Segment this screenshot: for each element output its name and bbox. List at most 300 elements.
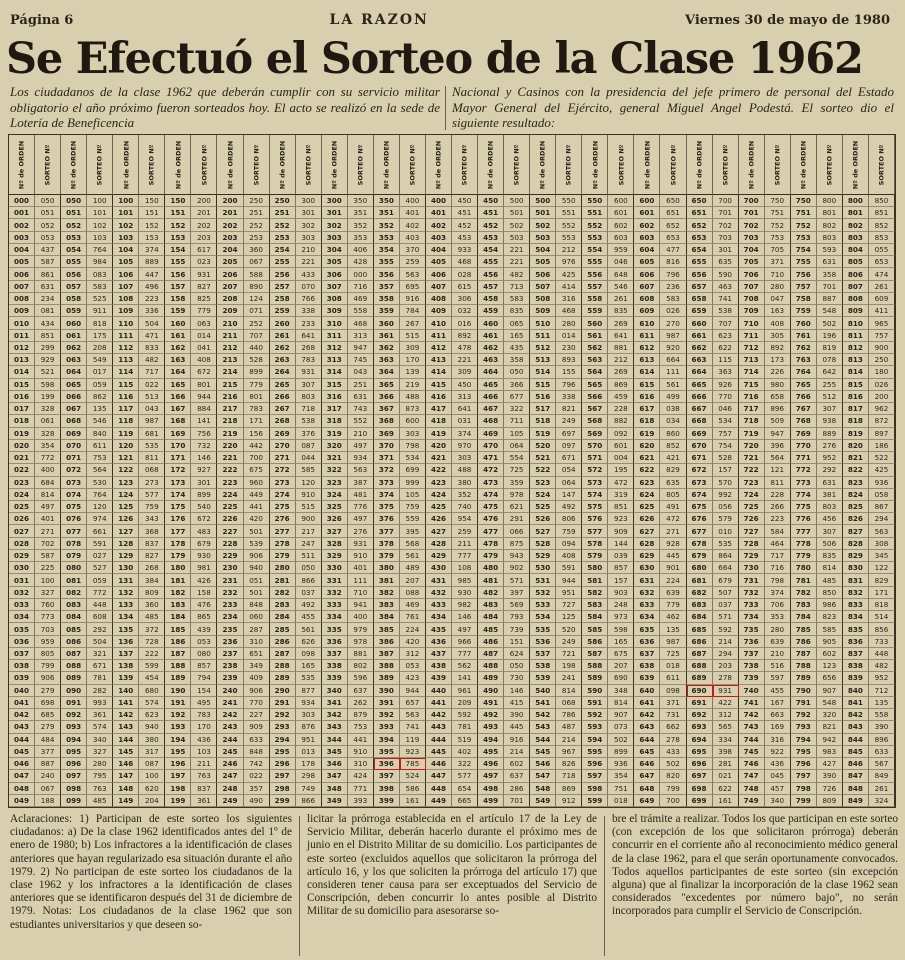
draw-number-cell: 599 <box>139 660 165 672</box>
order-number-cell: 277 <box>270 525 296 537</box>
draw-number-cell: 059 <box>87 574 113 586</box>
column-divider <box>445 86 446 130</box>
draw-number-cell: 098 <box>296 648 322 660</box>
draw-number-cell: 770 <box>244 697 270 709</box>
order-number-cell: 142 <box>113 709 139 721</box>
order-number-cell: 193 <box>165 721 191 733</box>
draw-number-cell: 303 <box>296 709 322 721</box>
draw-number-cell: 923 <box>608 513 634 525</box>
results-grid <box>9 135 895 807</box>
order-number-cell: 795 <box>791 746 817 758</box>
draw-number-cell: 742 <box>244 758 270 770</box>
draw-number-cell: 210 <box>765 648 791 660</box>
order-number-cell: 270 <box>270 440 296 452</box>
draw-number-cell: 135 <box>869 697 895 709</box>
draw-number-cell: 249 <box>556 636 582 648</box>
order-number-cell: 288 <box>270 660 296 672</box>
draw-number-cell: 936 <box>608 758 634 770</box>
order-number-cell: 562 <box>582 342 608 354</box>
draw-number-cell: 864 <box>713 550 739 562</box>
order-number-cell: 170 <box>165 440 191 452</box>
draw-number-cell: 440 <box>244 342 270 354</box>
order-number-cell: 252 <box>270 219 296 231</box>
order-number-cell: 575 <box>582 501 608 513</box>
draw-number-cell: 563 <box>400 709 426 721</box>
order-number-cell: 590 <box>582 685 608 697</box>
draw-number-cell: 400 <box>400 195 426 207</box>
order-number-cell: 753 <box>791 232 817 244</box>
draw-number-cell: 313 <box>348 330 374 342</box>
order-number-cell: 492 <box>478 709 504 721</box>
order-number-cell: 416 <box>426 391 452 403</box>
order-number-cell: 079 <box>61 550 87 562</box>
order-number-cell: 608 <box>634 293 660 305</box>
draw-number-cell: 322 <box>452 758 478 770</box>
draw-number-cell: 455 <box>296 611 322 623</box>
order-number-cell: 636 <box>634 636 660 648</box>
order-number-cell: 112 <box>113 342 139 354</box>
draw-number-cell: 495 <box>191 697 217 709</box>
draw-number-cell: 577 <box>452 770 478 782</box>
order-number-cell: 092 <box>61 709 87 721</box>
order-number-cell: 140 <box>113 685 139 697</box>
order-number-cell: 237 <box>217 648 243 660</box>
draw-number-cell: 502 <box>608 734 634 746</box>
order-number-cell: 733 <box>739 599 765 611</box>
order-number-cell: 584 <box>582 611 608 623</box>
order-number-cell: 722 <box>739 464 765 476</box>
order-number-cell: 111 <box>113 330 139 342</box>
order-number-cell: 734 <box>739 611 765 623</box>
draw-number-cell: 303 <box>400 428 426 440</box>
draw-number-cell: 905 <box>817 636 843 648</box>
draw-number-cell: 426 <box>191 574 217 586</box>
draw-number-cell: 546 <box>87 415 113 427</box>
order-number-cell: 260 <box>270 317 296 329</box>
order-number-cell: 209 <box>217 305 243 317</box>
order-number-cell: 846 <box>843 758 869 770</box>
order-number-cell: 456 <box>478 268 504 280</box>
draw-number-cell: 861 <box>35 268 61 280</box>
order-number-cell: 748 <box>739 783 765 795</box>
order-number-cell: 347 <box>322 770 348 782</box>
draw-number-cell: 944 <box>556 574 582 586</box>
draw-number-cell: 587 <box>35 256 61 268</box>
order-number-cell: 491 <box>478 697 504 709</box>
order-number-cell: 446 <box>426 758 452 770</box>
order-number-cell: 186 <box>165 636 191 648</box>
order-number-cell: 017 <box>9 403 35 415</box>
draw-number-cell: 219 <box>400 379 426 391</box>
order-number-cell: 077 <box>61 525 87 537</box>
draw-number-cell: 579 <box>713 513 739 525</box>
order-number-cell: 405 <box>426 256 452 268</box>
order-number-cell: 533 <box>530 599 556 611</box>
order-number-cell: 125 <box>113 501 139 513</box>
order-number-cell: 098 <box>61 783 87 795</box>
order-number-cell: 356 <box>374 268 400 280</box>
order-number-cell: 302 <box>322 219 348 231</box>
order-number-cell: 421 <box>426 452 452 464</box>
draw-number-cell: 591 <box>87 538 113 550</box>
order-number-cell: 380 <box>374 562 400 574</box>
order-number-cell: 526 <box>530 513 556 525</box>
order-number-cell: 726 <box>739 513 765 525</box>
draw-number-cell: 370 <box>400 244 426 256</box>
draw-number-cell: 305 <box>765 330 791 342</box>
order-number-cell: 234 <box>217 611 243 623</box>
order-number-cell: 453 <box>478 232 504 244</box>
draw-number-cell: 840 <box>87 428 113 440</box>
draw-number-cell: 899 <box>244 366 270 378</box>
order-number-cell: 121 <box>113 452 139 464</box>
draw-number-cell: 653 <box>660 232 686 244</box>
draw-number-cell: 496 <box>139 281 165 293</box>
draw-number-cell: 094 <box>556 538 582 550</box>
draw-number-cell: 067 <box>244 256 270 268</box>
order-number-cell: 084 <box>61 611 87 623</box>
order-number-cell: 078 <box>61 538 87 550</box>
draw-number-cell: 960 <box>244 477 270 489</box>
draw-number-cell: 261 <box>869 281 895 293</box>
draw-number-cell: 078 <box>817 354 843 366</box>
order-number-cell: 540 <box>530 685 556 697</box>
order-number-cell: 367 <box>374 403 400 415</box>
order-number-cell: 320 <box>322 440 348 452</box>
order-number-cell: 828 <box>843 538 869 550</box>
draw-number-cell: 300 <box>296 195 322 207</box>
order-number-cell: 146 <box>113 758 139 770</box>
order-number-cell: 551 <box>582 207 608 219</box>
draw-number-cell: 039 <box>608 550 634 562</box>
draw-number-cell: 485 <box>817 574 843 586</box>
order-number-cell: 309 <box>322 305 348 317</box>
order-number-cell: 739 <box>739 672 765 684</box>
order-number-cell: 704 <box>739 244 765 256</box>
draw-number-cell: 291 <box>504 513 530 525</box>
draw-number-cell: 031 <box>452 415 478 427</box>
order-number-cell: 598 <box>582 783 608 795</box>
order-number-cell: 057 <box>61 281 87 293</box>
draw-number-cell: 441 <box>348 734 374 746</box>
order-number-cell: 660 <box>687 317 713 329</box>
order-number-cell: 038 <box>9 660 35 672</box>
order-number-cell: 637 <box>634 648 660 660</box>
order-number-cell: 428 <box>426 538 452 550</box>
order-number-cell: 756 <box>791 268 817 280</box>
draw-number-cell: 633 <box>869 746 895 758</box>
order-number-cell: 431 <box>426 574 452 586</box>
order-number-cell: 465 <box>478 379 504 391</box>
order-number-cell: 299 <box>270 795 296 807</box>
order-number-cell: 378 <box>374 538 400 550</box>
draw-number-cell: 585 <box>817 623 843 635</box>
order-number-cell: 108 <box>113 293 139 305</box>
column-header-sorteo: SORTEO Nº <box>400 135 426 195</box>
draw-number-cell: 253 <box>244 232 270 244</box>
order-number-cell: 203 <box>217 232 243 244</box>
order-number-cell: 574 <box>582 489 608 501</box>
order-number-cell: 114 <box>113 366 139 378</box>
draw-number-cell: 741 <box>400 721 426 733</box>
draw-number-cell: 598 <box>35 379 61 391</box>
order-number-cell: 414 <box>426 366 452 378</box>
draw-number-cell: 851 <box>869 207 895 219</box>
order-number-cell: 832 <box>843 587 869 599</box>
draw-number-cell: 425 <box>869 464 895 476</box>
order-number-cell: 444 <box>426 734 452 746</box>
draw-number-cell: 316 <box>556 293 582 305</box>
order-number-cell: 730 <box>739 562 765 574</box>
order-number-cell: 649 <box>634 795 660 807</box>
column-header-orden: Nº de ORDEN <box>843 135 869 195</box>
order-number-cell: 609 <box>634 305 660 317</box>
column-header-orden: Nº de ORDEN <box>791 135 817 195</box>
draw-number-cell: 564 <box>87 464 113 476</box>
order-number-cell: 047 <box>9 770 35 782</box>
order-number-cell: 160 <box>165 317 191 329</box>
order-number-cell: 830 <box>843 562 869 574</box>
order-number-cell: 426 <box>426 513 452 525</box>
draw-number-cell: 207 <box>608 660 634 672</box>
order-number-cell: 205 <box>217 256 243 268</box>
draw-number-cell: 198 <box>556 660 582 672</box>
order-number-cell: 251 <box>270 207 296 219</box>
draw-number-cell: 903 <box>608 587 634 599</box>
order-number-cell: 520 <box>530 440 556 452</box>
draw-number-cell: 733 <box>869 636 895 648</box>
order-number-cell: 457 <box>478 281 504 293</box>
order-number-cell: 746 <box>739 758 765 770</box>
order-number-cell: 483 <box>478 599 504 611</box>
order-number-cell: 822 <box>843 464 869 476</box>
order-number-cell: 171 <box>165 452 191 464</box>
order-number-cell: 445 <box>426 746 452 758</box>
draw-number-cell: 165 <box>296 660 322 672</box>
order-number-cell: 528 <box>530 538 556 550</box>
order-number-cell: 441 <box>426 697 452 709</box>
draw-number-cell: 730 <box>504 672 530 684</box>
draw-number-cell: 675 <box>244 464 270 476</box>
order-number-cell: 469 <box>478 428 504 440</box>
order-number-cell: 373 <box>374 477 400 489</box>
draw-number-cell: 123 <box>817 660 843 672</box>
order-number-cell: 061 <box>61 330 87 342</box>
draw-number-cell: 469 <box>348 293 374 305</box>
order-number-cell: 253 <box>270 232 296 244</box>
order-number-cell: 471 <box>478 452 504 464</box>
order-number-cell: 319 <box>322 428 348 440</box>
draw-number-cell: 602 <box>817 648 843 660</box>
draw-number-cell: 976 <box>556 256 582 268</box>
draw-number-cell: 933 <box>452 244 478 256</box>
draw-number-cell: 648 <box>608 268 634 280</box>
page-number: Página 6 <box>10 12 74 28</box>
order-number-cell: 436 <box>426 636 452 648</box>
order-number-cell: 744 <box>739 734 765 746</box>
draw-number-cell: 985 <box>452 574 478 586</box>
draw-number-cell: 641 <box>608 330 634 342</box>
order-number-cell: 225 <box>217 501 243 513</box>
order-number-cell: 630 <box>634 562 660 574</box>
order-number-cell: 779 <box>791 550 817 562</box>
order-number-cell: 311 <box>322 330 348 342</box>
draw-number-cell: 348 <box>608 685 634 697</box>
draw-number-cell: 665 <box>452 795 478 807</box>
order-number-cell: 638 <box>634 660 660 672</box>
order-number-cell: 422 <box>426 464 452 476</box>
order-number-cell: 503 <box>530 232 556 244</box>
draw-number-cell: 801 <box>244 391 270 403</box>
order-number-cell: 620 <box>634 440 660 452</box>
draw-number-cell: 045 <box>765 770 791 782</box>
draw-number-cell: 098 <box>660 685 686 697</box>
draw-number-cell: 055 <box>869 244 895 256</box>
draw-number-cell: 656 <box>817 672 843 684</box>
order-number-cell: 761 <box>791 330 817 342</box>
draw-number-cell: 390 <box>504 709 530 721</box>
order-number-cell: 517 <box>530 403 556 415</box>
draw-number-cell: 623 <box>139 709 165 721</box>
draw-number-cell: 809 <box>817 795 843 807</box>
order-number-cell: 115 <box>113 379 139 391</box>
order-number-cell: 653 <box>687 232 713 244</box>
order-number-cell: 152 <box>165 219 191 231</box>
order-number-cell: 411 <box>426 330 452 342</box>
order-number-cell: 123 <box>113 477 139 489</box>
draw-number-cell: 037 <box>296 587 322 599</box>
order-number-cell: 507 <box>530 281 556 293</box>
draw-number-cell: 583 <box>504 293 530 305</box>
order-number-cell: 014 <box>9 366 35 378</box>
draw-number-cell: 951 <box>296 734 322 746</box>
order-number-cell: 279 <box>270 550 296 562</box>
draw-number-cell: 165 <box>608 636 634 648</box>
order-number-cell: 274 <box>270 489 296 501</box>
order-number-cell: 076 <box>61 513 87 525</box>
order-number-cell: 072 <box>61 464 87 476</box>
order-number-cell: 759 <box>791 305 817 317</box>
order-number-cell: 438 <box>426 660 452 672</box>
draw-number-cell: 877 <box>296 685 322 697</box>
order-number-cell: 805 <box>843 256 869 268</box>
draw-number-cell: 983 <box>817 746 843 758</box>
order-number-cell: 050 <box>61 195 87 207</box>
draw-number-cell: 336 <box>139 305 165 317</box>
draw-number-cell: 068 <box>139 464 165 476</box>
order-number-cell: 044 <box>9 734 35 746</box>
order-number-cell: 379 <box>374 550 400 562</box>
order-number-cell: 682 <box>687 587 713 599</box>
draw-number-cell: 026 <box>869 379 895 391</box>
draw-number-cell: 620 <box>139 783 165 795</box>
order-number-cell: 156 <box>165 268 191 280</box>
order-number-cell: 838 <box>843 660 869 672</box>
draw-number-cell: 837 <box>139 538 165 550</box>
draw-number-cell: 539 <box>244 538 270 550</box>
draw-number-cell: 570 <box>713 477 739 489</box>
draw-number-cell: 623 <box>713 330 739 342</box>
draw-number-cell: 420 <box>244 513 270 525</box>
draw-number-cell: 442 <box>244 440 270 452</box>
draw-number-cell: 209 <box>452 697 478 709</box>
draw-number-cell: 241 <box>556 672 582 684</box>
draw-number-cell: 626 <box>296 636 322 648</box>
order-number-cell: 616 <box>634 391 660 403</box>
order-number-cell: 317 <box>322 403 348 415</box>
column-header-sorteo: SORTEO Nº <box>35 135 61 195</box>
draw-number-cell: 374 <box>139 244 165 256</box>
order-number-cell: 155 <box>165 256 191 268</box>
draw-number-cell: 294 <box>713 648 739 660</box>
draw-number-cell: 225 <box>35 562 61 574</box>
draw-number-cell: 281 <box>713 758 739 770</box>
draw-number-cell: 574 <box>87 721 113 733</box>
draw-number-cell: 763 <box>191 770 217 782</box>
order-number-cell: 318 <box>322 415 348 427</box>
draw-number-cell: 456 <box>817 513 843 525</box>
draw-number-cell: 973 <box>608 611 634 623</box>
draw-number-cell: 105 <box>400 489 426 501</box>
column-header-orden: Nº de ORDEN <box>634 135 660 195</box>
draw-number-cell: 170 <box>400 354 426 366</box>
draw-number-cell: 848 <box>244 746 270 758</box>
draw-number-cell: 814 <box>817 562 843 574</box>
order-number-cell: 671 <box>687 452 713 464</box>
order-number-cell: 139 <box>113 672 139 684</box>
order-number-cell: 633 <box>634 599 660 611</box>
order-number-cell: 118 <box>113 415 139 427</box>
order-number-cell: 187 <box>165 648 191 660</box>
draw-number-cell: 211 <box>191 758 217 770</box>
draw-number-cell: 571 <box>504 574 530 586</box>
order-number-cell: 731 <box>739 574 765 586</box>
order-number-cell: 495 <box>478 746 504 758</box>
order-number-cell: 065 <box>61 379 87 391</box>
draw-number-cell: 053 <box>400 660 426 672</box>
draw-number-cell: 271 <box>35 525 61 537</box>
draw-number-cell: 635 <box>713 256 739 268</box>
order-number-cell: 706 <box>739 268 765 280</box>
order-number-cell: 581 <box>582 574 608 586</box>
column-header-sorteo: SORTEO Nº <box>452 135 478 195</box>
order-number-cell: 729 <box>739 550 765 562</box>
draw-number-cell: 433 <box>660 746 686 758</box>
draw-number-cell: 066 <box>504 525 530 537</box>
order-number-cell: 333 <box>322 599 348 611</box>
draw-number-cell: 725 <box>504 464 530 476</box>
order-number-cell: 690 <box>687 685 713 697</box>
draw-number-cell: 959 <box>35 636 61 648</box>
draw-number-cell: 398 <box>713 746 739 758</box>
draw-number-cell: 641 <box>452 403 478 415</box>
draw-number-cell: 151 <box>504 636 530 648</box>
order-number-cell: 031 <box>9 574 35 586</box>
draw-number-cell: 798 <box>765 574 791 586</box>
order-number-cell: 124 <box>113 489 139 501</box>
order-number-cell: 505 <box>530 256 556 268</box>
draw-number-cell: 680 <box>139 685 165 697</box>
draw-number-cell: 753 <box>348 721 374 733</box>
order-number-cell: 700 <box>739 195 765 207</box>
column-header-orden: Nº de ORDEN <box>322 135 348 195</box>
order-number-cell: 566 <box>582 391 608 403</box>
draw-number-cell: 869 <box>556 783 582 795</box>
order-number-cell: 013 <box>9 354 35 366</box>
draw-number-cell: 705 <box>765 244 791 256</box>
draw-number-cell: 406 <box>348 244 374 256</box>
order-number-cell: 148 <box>113 783 139 795</box>
